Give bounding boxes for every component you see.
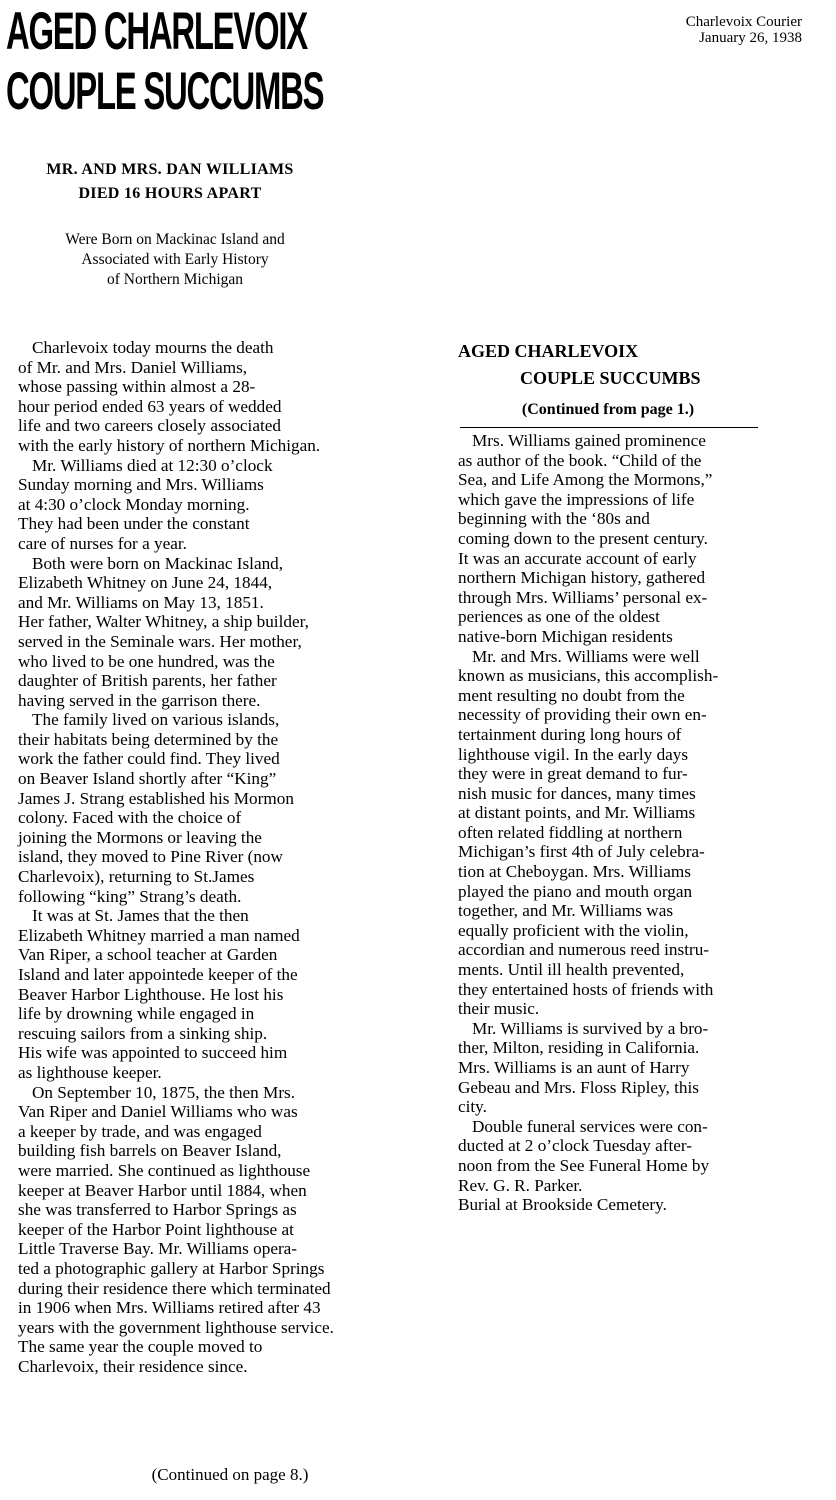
masthead — [686, 14, 802, 46]
newspaper-name: Charlevoix Courier — [685, 14, 802, 30]
article-paragraph: The family lived on various islands, their habitats being determined by the work the father could find. They lived on Beaver Island shortly after “King” James J. Strang established his Mormon colony. Faced with the choice of joining the Mormons or leaving the island, they moved to Pine River (now Charlevoix), returning to St.James following “king” Strang’s death. — [18, 710, 294, 906]
article-paragraph: Charlevoix today mourns the death of Mr. and Mrs. Daniel Williams, whose passing within almost a 28- hour period ended 63 years of wedded life and two careers closely associated with the early history of northern Michigan. — [18, 338, 321, 455]
deck-line-2: Associated with Early History — [81, 251, 269, 268]
article-paragraph: Burial at Brookside Cemetery. — [458, 1195, 667, 1215]
subheadline-line-2: DIED 16 HOURS APART — [78, 185, 262, 202]
article-paragraph: Mr. Williams is survived by a bro- ther, Milton, residing in California. Mrs. Williams is an aunt of Harry Gebeau and Mrs. Floss Ripley, this city. — [458, 1018, 709, 1117]
continuation-heading-line-1: AGED CHARLEVOIX — [458, 341, 639, 361]
article-paragraph: It was at St. James that the then Elizabeth Whitney married a man named Van Riper, a school teacher at Garden Island and later appointede keeper of the Beaver Harbor Lighthouse. He lost his life by drowning while engaged in rescuing sailors from a sinking ship. His wife was appointed to succeed him as lighthouse keeper. — [18, 906, 300, 1082]
article-column-right — [458, 431, 788, 1215]
article-paragraph: Both were born on Mackinac Island, Elizabeth Whitney on June 24, 1844, and Mr. Williams on May 13, 1851. Her father, Walter Whitney, a ship builder, served in the Seminale wars. Her mother, who lived to be one hundred, was the daughter of British parents, her father having served in the garrison there. — [18, 553, 309, 710]
continuation-heading — [458, 338, 778, 392]
article-paragraph: Mrs. Williams gained prominence as author of the book. “Child of the Sea, and Life Among the Mormons,” which gave the impressions of life beginning with the ‘80s and coming down to the present century. It was an accurate account of early northern Michigan history, gathered through Mrs. Williams’ personal ex- periences as one of the oldest native-born Michigan residents — [458, 431, 713, 646]
article-column-left — [18, 338, 418, 1376]
article-paragraph: Double funeral services were con- ducted at 2 o’clock Tuesday after- noon from the See Funeral Home by Rev. G. R. Parker. — [458, 1116, 710, 1195]
headline — [6, 2, 323, 122]
divider-rule — [460, 427, 758, 428]
continued-on-note: (Continued on page 8.) — [151, 1465, 309, 1484]
subheadline — [0, 158, 340, 206]
subheadline-line-1: MR. AND MRS. DAN WILLIAMS — [46, 161, 294, 178]
article-paragraph: On September 10, 1875, the then Mrs. Van Riper and Daniel Williams who was a keeper by trade, and was engaged building fish barrels on Beaver Island, were married. She continued as lighthouse keeper at Beaver Harbor until 1884, when she was transferred to Harbor Springs as keeper of the Harbor Point lighthouse at Little Traverse Bay. Mr. Williams opera- ted a photographic gallery at Harbor Springs during their residence there which terminated in 1906 when Mrs. Williams retired after 43 years with the government lighthouse service. The same year the couple moved to Charlevoix, their residence since. — [18, 1082, 334, 1376]
deck-line-3: of Northern Michigan — [106, 271, 244, 288]
continued-from-note: (Continued from page 1.) — [521, 401, 695, 418]
headline-line-2: COUPLE SUCCUMBS — [6, 62, 324, 121]
deck — [0, 230, 350, 290]
headline-line-1: AGED CHARLEVOIX — [6, 2, 307, 61]
deck-line-1: Were Born on Mackinac Island and — [65, 231, 285, 248]
article-paragraph: Mr. and Mrs. Williams were well known as musicians, this accomplish- ment resulting no doubt from the necessity of providing their own en- tertainment during long hours of lighthouse vigil. In the early days they were in great demand to fur- nish music for dances, many times at distant points, and Mr. Williams often related fiddling at northern Michigan’s first 4th of July celebra- tion at Cheboygan. Mrs. Williams played the piano and mouth organ together, and Mr. Williams was equally proficient with the violin, accordian and numerous reed instru- ments. Until ill health prevented, they entertained hosts of friends with their music. — [458, 646, 719, 1019]
continuation-heading-line-2: COUPLE SUCCUMBS — [520, 368, 701, 388]
article-paragraph: Mr. Williams died at 12:30 o’clock Sunday morning and Mrs. Williams at 4:30 o’clock Monday morning. They had been under the constant care of nurses for a year. — [18, 455, 273, 553]
publication-date: January 26, 1938 — [699, 30, 802, 46]
